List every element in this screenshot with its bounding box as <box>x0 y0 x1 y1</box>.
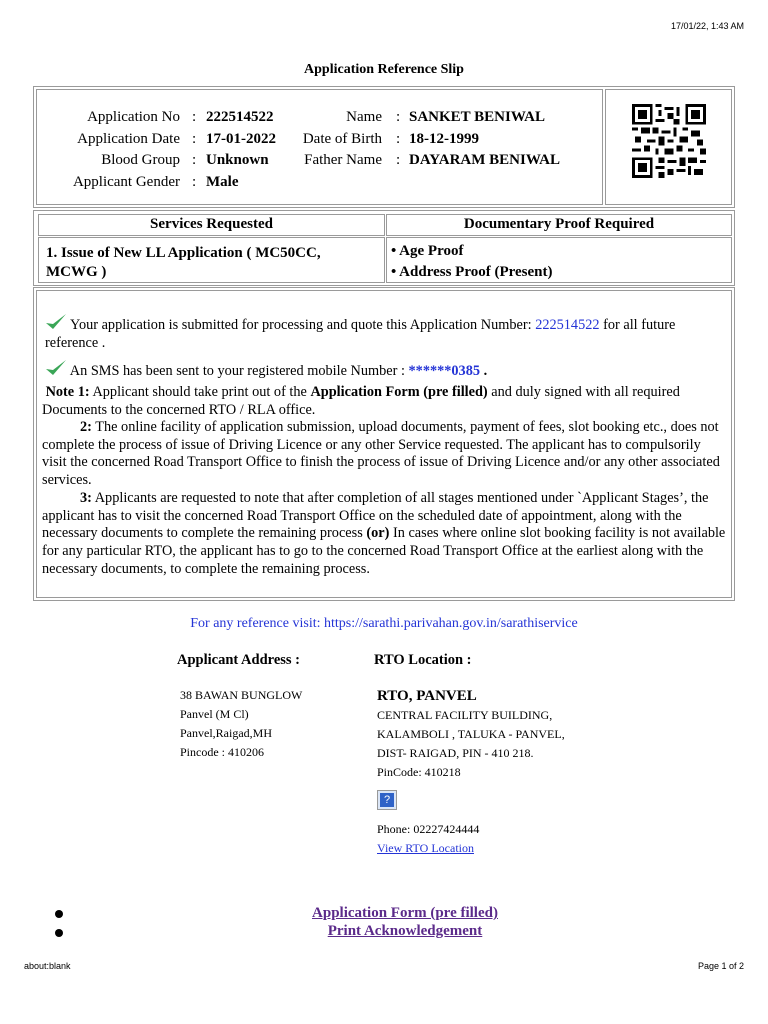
submission-suffix: for all future reference . <box>45 317 676 351</box>
mobile-number: ******0385 <box>408 363 480 379</box>
address-line: Panvel,Raigad,MH <box>180 726 272 740</box>
address-line: Panvel (M Cl) <box>180 707 249 721</box>
notes-panel <box>36 290 732 598</box>
gender-label: Applicant Gender <box>72 174 180 190</box>
note-1-text-b: and duly signed with all required Documents to the concerned RTO / RLA office. <box>42 384 680 418</box>
service-item <box>38 237 385 283</box>
page-title: Application Reference Slip <box>304 62 464 77</box>
applicant-details-panel <box>36 89 603 205</box>
reference-link-text: For any reference visit: https://sarathi.parivahan.gov.in/sarathiservice <box>190 616 578 631</box>
father-name-label: Father Name <box>304 152 382 168</box>
separator: : <box>192 152 197 168</box>
help-icon-glyph: ? <box>380 793 394 807</box>
proof-item: • Age Proof <box>391 243 464 259</box>
note-3-text-b: In cases where online slot booking facility is not available for any particular RTO, the applicant has to go to the concerned Road Transport Office at the earliest along with the necessary documents, to complete the remaining process. <box>42 525 726 577</box>
footer-url: about:blank <box>24 961 71 971</box>
note-1 <box>42 384 728 419</box>
address-line: 38 BAWAN BUNGLOW <box>180 688 303 702</box>
father-name-value: DAYARAM BENIWAL <box>409 152 561 168</box>
rto-heading: RTO Location : <box>374 652 472 668</box>
separator: : <box>396 152 401 168</box>
services-header: Services Requested <box>38 214 385 236</box>
check-icon <box>45 313 67 331</box>
rto-phone: Phone: 02227424444 <box>377 822 480 836</box>
separator: : <box>396 131 401 147</box>
sms-text: An SMS has been sent to your registered mobile Number : <box>69 363 405 379</box>
note-2 <box>42 419 728 490</box>
proof-header: Documentary Proof Required <box>386 214 732 236</box>
qr-panel <box>605 89 732 205</box>
note-1-bold: Application Form (pre filled) <box>310 384 488 400</box>
blood-group-label: Blood Group <box>101 152 180 168</box>
address-line: Pincode : 410206 <box>180 745 264 759</box>
proof-list <box>386 237 732 283</box>
service-item-line1: 1. Issue of New LL Application ( MC50CC, <box>46 245 321 261</box>
separator: : <box>192 131 197 147</box>
note-3-or: (or) <box>366 525 390 542</box>
rto-location <box>377 686 565 858</box>
applicant-details-box <box>33 86 735 208</box>
print-timestamp: 17/01/22, 1:43 AM <box>670 21 744 31</box>
rto-address-line: CENTRAL FACILITY BUILDING, <box>377 708 553 722</box>
applicant-address <box>180 686 302 762</box>
application-form-link[interactable]: Application Form (pre filled) <box>312 905 498 921</box>
note-2-label: 2: <box>80 419 92 435</box>
service-item-line2: MCWG ) <box>46 264 107 280</box>
separator: : <box>396 109 401 125</box>
note-3-text-a: Applicants are requested to note that after completion of all stages mentioned under `Applicant Stages’, the applicant has to visit the concerned Road Transport Office on the scheduled date of appointment, along with the necessary documents to complete the remaining process <box>42 490 709 542</box>
application-date-value: 17-01-2022 <box>206 131 276 147</box>
sms-suffix: . <box>483 363 488 379</box>
note-1-label: Note 1: <box>45 384 90 400</box>
address-heading: Applicant Address : <box>177 652 301 668</box>
help-icon[interactable] <box>377 790 397 810</box>
services-table <box>33 210 735 286</box>
view-rto-location-link[interactable]: View RTO Location <box>377 841 474 855</box>
name-label: Name <box>346 109 382 125</box>
rto-address-line: KALAMBOLI , TALUKA - PANVEL, <box>377 727 565 741</box>
note-3-label: 3: <box>80 490 92 506</box>
gender-value: Male <box>206 174 239 190</box>
submission-message <box>45 313 731 352</box>
rto-pincode: PinCode: 410218 <box>377 765 461 779</box>
blood-group-value: Unknown <box>206 152 269 168</box>
sms-message <box>45 359 731 381</box>
submission-text: Your application is submitted for processing and quote this Application Number: <box>70 317 532 333</box>
name-value: SANKET BENIWAL <box>409 109 546 125</box>
notes-box <box>33 287 735 601</box>
dob-label: Date of Birth <box>302 131 382 147</box>
print-acknowledgement-link[interactable]: Print Acknowledgement <box>327 923 483 939</box>
note-3 <box>42 490 728 579</box>
application-no-label: Application No <box>87 109 180 125</box>
rto-name: RTO, PANVEL <box>377 688 477 704</box>
application-no-value: 222514522 <box>206 109 274 125</box>
application-date-label: Application Date <box>77 131 180 147</box>
check-icon <box>45 359 67 377</box>
proof-item: • Address Proof (Present) <box>391 264 553 280</box>
rto-address-line: DIST- RAIGAD, PIN - 410 218. <box>377 746 534 760</box>
note-2-text: The online facility of application submission, upload documents, payment of fees, slot booking etc., does not complete the process of issue of Driving Licence or any other Service requested. The applicant has to compulsorily visit the concerned Road Transport Office to finish the process of issue of Driving Licence and/or any other associated services. <box>42 419 720 489</box>
application-number: 222514522 <box>535 317 600 333</box>
qr-code-icon <box>632 104 706 178</box>
separator: : <box>192 174 197 190</box>
footer-page-number: Page 1 of 2 <box>697 961 744 971</box>
note-1-text-a: Applicant should take print out of the <box>92 384 307 400</box>
separator: : <box>192 109 197 125</box>
dob-value: 18-12-1999 <box>409 131 479 147</box>
